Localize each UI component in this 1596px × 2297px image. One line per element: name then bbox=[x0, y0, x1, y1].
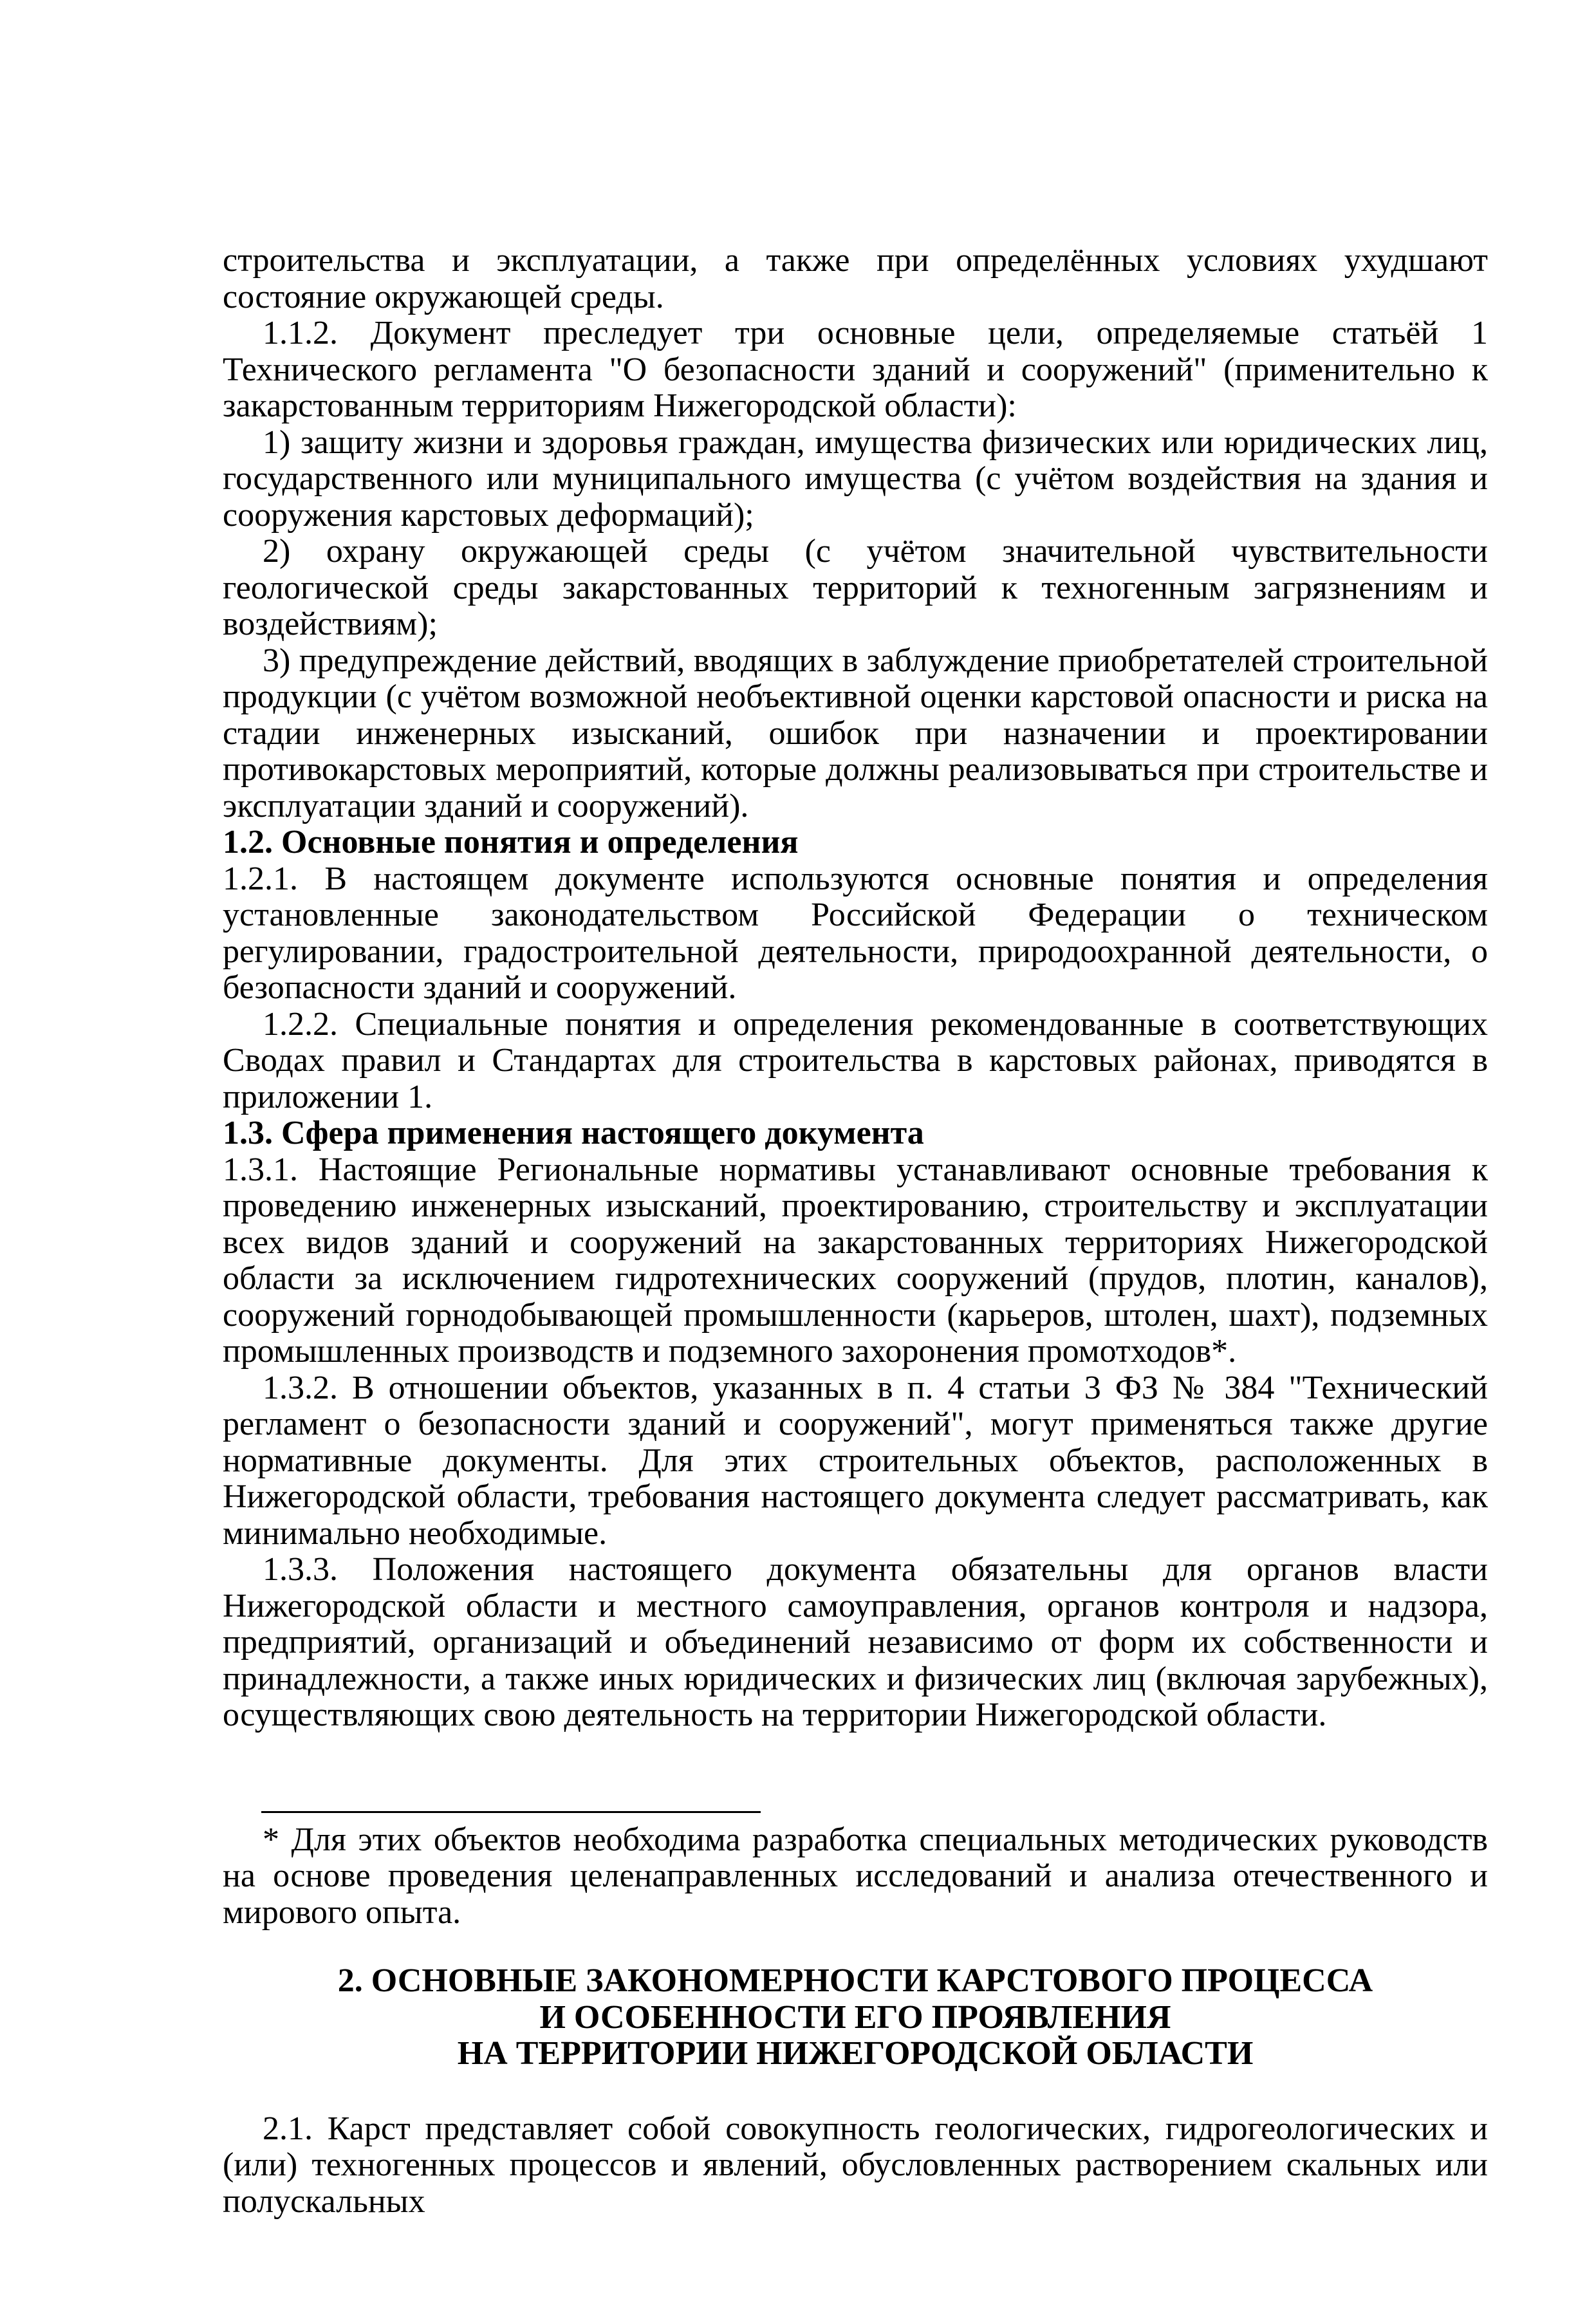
footnote bbox=[223, 1822, 1488, 1931]
main-text bbox=[223, 243, 1488, 1734]
paragraph: строительства и эксплуатации, а также при определённых условиях ухудшают состояние окружающей среды. bbox=[223, 242, 1488, 315]
paragraph-1-2-2: 1.2.2. Специальные понятия и определения рекомендованные в соответствующих Сводах правил и Стандартах для строительства в карстовых районах, приводятся в приложении 1. bbox=[223, 1005, 1488, 1115]
paragraph-1-3-1: 1.3.1. Настоящие Региональные нормативы устанавливают основные требования к проведению инженерных изысканий, проектированию, строительству и эксплуатации всех видов зданий и сооружений на закарстованных территориях Нижегородской области за исключением гидротехнических сооружений (прудов, плотин, каналов), сооружений горнодобывающей промышленности (карьеров, штолен, шахт), подземных промышленных производств и подземного захоронения промотходов*. bbox=[223, 1151, 1488, 1370]
footnote-text: * Для этих объектов необходима разработка специальных методических руководств на основе проведения целенаправленных исследований и анализа отечественного и мирового опыта. bbox=[223, 1821, 1488, 1931]
paragraph-2-1: 2.1. Карст представляет собой совокупность геологических, гидрогеологических и (или) техногенных процессов и явлений, обусловленных растворением скальных или полускальных bbox=[223, 2110, 1488, 2220]
paragraph-1-3-2: 1.3.2. В отношении объектов, указанных в п. 4 статьи 3 ФЗ № 384 "Технический регламент о безопасности зданий и сооружений", могут применяться также другие нормативные документы. Для этих строительных объектов, расположенных в Нижегородской области, требования настоящего документа следует рассматривать, как минимально необходимые. bbox=[223, 1369, 1488, 1552]
footnote-separator bbox=[261, 1811, 761, 1813]
paragraph-1-3-3: 1.3.3. Положения настоящего документа обязательны для органов власти Нижегородской области и местного самоуправления, органов контроля и надзора, предприятий, организаций и объединений независимо от форм их собственности и принадлежности, а также иных юридических и физических лиц (включая зарубежных), осуществляющих свою деятельность на территории Нижегородской области. bbox=[223, 1551, 1488, 1733]
section-heading-1-3: 1.3. Сфера применения настоящего документа bbox=[223, 1115, 924, 1151]
title-line: И ОСОБЕННОСТИ ЕГО ПРОЯВЛЕНИЯ bbox=[539, 1998, 1171, 2036]
list-item-goal-3: 3) предупреждение действий, вводящих в заблуждение приобретателей строительной продукции (с учётом возможной необъективной оценки карстовой опасности и риска на стадии инженерных изысканий, ошибок при назначении и проектировании противокарстовых мероприятий, которые должны реализовываться при строительстве и эксплуатации зданий и сооружений). bbox=[223, 642, 1488, 824]
section-2-title bbox=[223, 1963, 1488, 2072]
paragraph-1-1-2: 1.1.2. Документ преследует три основные цели, определяемые статьёй 1 Технического регламента "О безопасности зданий и сооружений" (применительно к закарстованным территориям Нижегородской области): bbox=[223, 315, 1488, 424]
list-item-goal-1: 1) защиту жизни и здоровья граждан, имущества физических или юридических лиц, государственного или муниципального имущества (с учётом воздействия на здания и сооружения карстовых деформаций); bbox=[223, 423, 1488, 534]
section-2-body bbox=[223, 2111, 1488, 2220]
section-heading-1-2: 1.2. Основные понятия и определения bbox=[223, 824, 799, 860]
paragraph-1-2-1: 1.2.1. В настоящем документе используются основные понятия и определения установленные законодательством Российской Федерации о техническом регулировании, градостроительной деятельности, природоохранной деятельности, о безопасности зданий и сооружений. bbox=[223, 860, 1488, 1006]
list-item-goal-2: 2) охрану окружающей среды (с учётом значительной чувствительности геологической среды закарстованных территорий к техногенным загрязнениям и воздействиям); bbox=[223, 533, 1488, 642]
title-line: НА ТЕРРИТОРИИ НИЖЕГОРОДСКОЙ ОБЛАСТИ bbox=[457, 2035, 1254, 2072]
title-line: 2. ОСНОВНЫЕ ЗАКОНОМЕРНОСТИ КАРСТОВОГО ПРОЦЕССА bbox=[337, 1962, 1373, 1999]
